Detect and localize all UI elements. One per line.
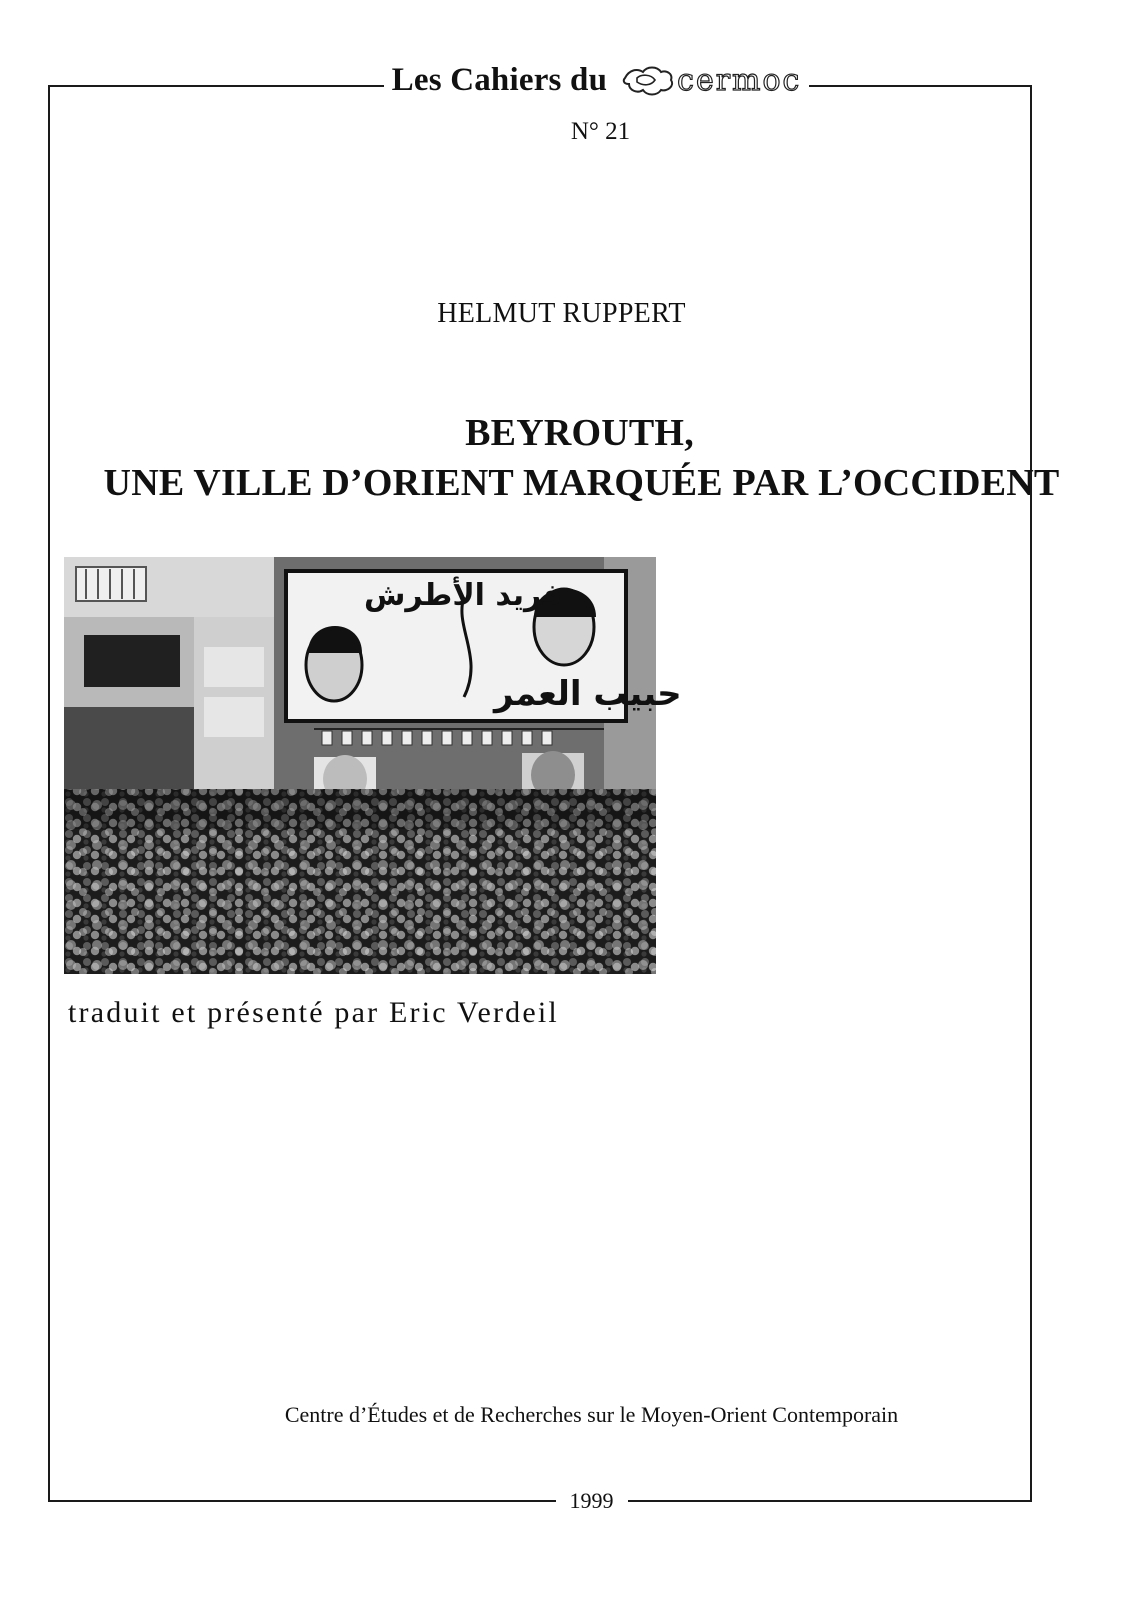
author-name: HELMUT RUPPERT — [437, 298, 686, 329]
publication-year-wrap — [0, 1488, 1123, 1514]
masthead — [0, 62, 1123, 99]
translator-credit: traduit et présenté par Eric Verdeil — [68, 996, 559, 1029]
masthead-inner — [384, 62, 810, 99]
cermoc-logo — [621, 63, 801, 98]
book-title — [0, 408, 1123, 508]
banner-arabic-title: فريد الأطرش — [364, 578, 563, 613]
map-emblem-icon — [621, 64, 677, 98]
cover-photo — [64, 557, 682, 974]
title-line-2: UNE VILLE D’ORIENT MARQUÉE PAR L’OCCIDENT — [103, 462, 1060, 504]
publication-year: 1999 — [556, 1488, 628, 1514]
banner-arabic-film: حبيب العمر — [494, 674, 682, 714]
logo-text: cermoc — [677, 63, 802, 98]
issue-number: N° 21 — [570, 118, 631, 145]
series-label: Les Cahiers du — [391, 62, 608, 98]
title-line-1: BEYROUTH, — [465, 412, 694, 454]
publisher-name: Centre d’Études et de Recherches sur le Moyen-Orient Contemporain — [284, 1402, 899, 1427]
cinema-crowd-photo — [64, 557, 682, 974]
